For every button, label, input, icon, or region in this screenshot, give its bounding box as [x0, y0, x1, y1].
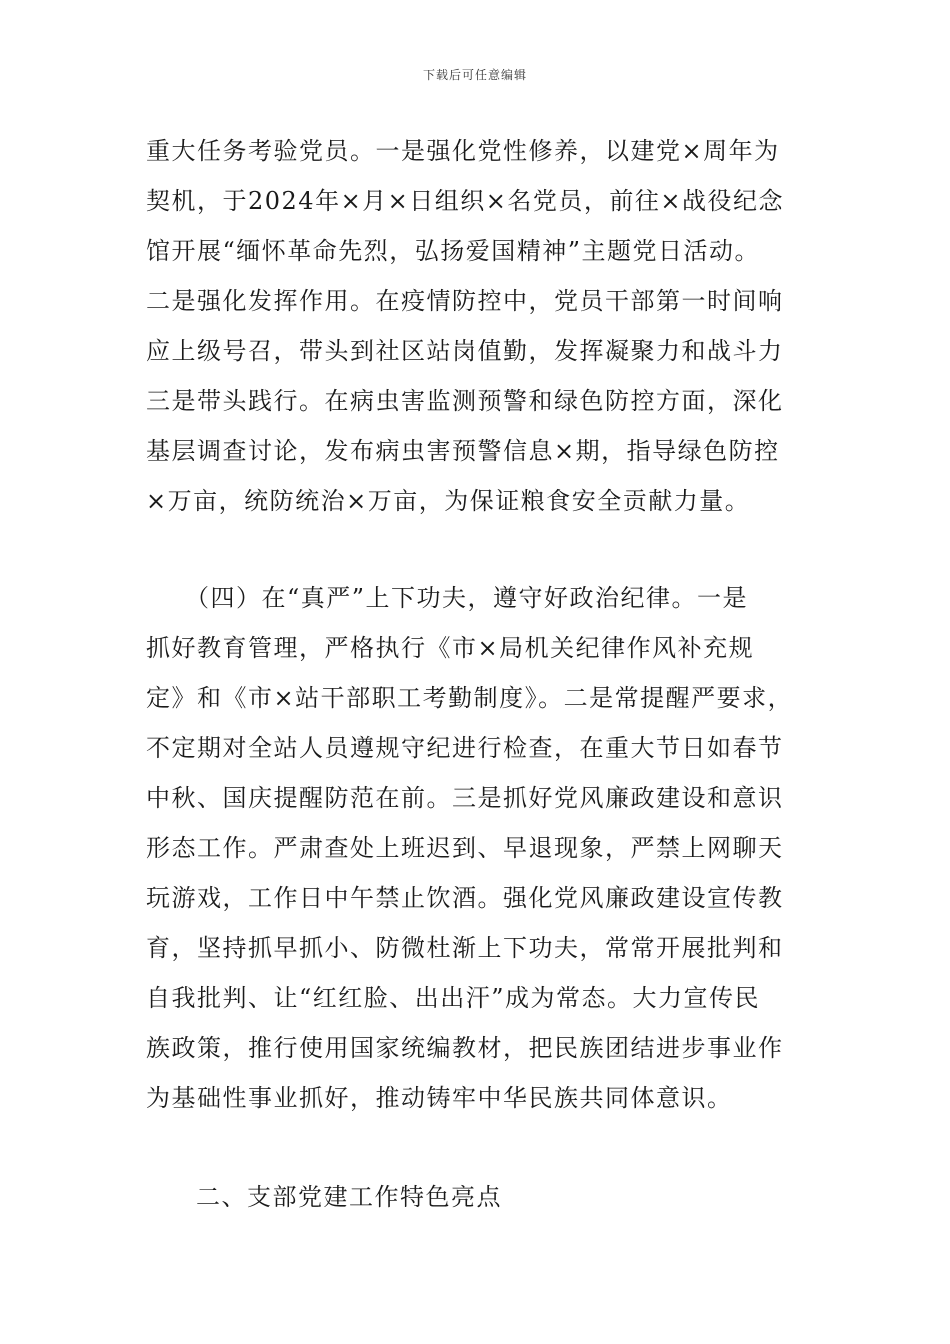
section-heading-text: 二、支部党建工作特色亮点 — [196, 1183, 502, 1211]
text-line: 形态工作。严肃查处上班迟到、早退现象，严禁上网聊天 — [146, 834, 784, 862]
text-line: 自我批判、让“红红脸、出出汗”成为常态。大力宣传民 — [146, 984, 761, 1012]
text-line: 为基础性事业抓好，推动铸牢中华民族共同体意识。 — [146, 1084, 733, 1112]
text-line: 契机，于2024年×月×日组织×名党员，前往×战役纪念 — [146, 187, 785, 215]
text-line: ×万亩，统防统治×万亩，为保证粮食安全贡献力量。 — [146, 487, 751, 515]
text-line: 定》和《市×站干部职工考勤制度》。二是常提醒严要求， — [146, 684, 794, 712]
text-line: 三是带头践行。在病虫害监测预警和绿色防控方面，深化 — [146, 387, 784, 415]
section-heading — [196, 1172, 886, 1222]
text-line: （四）在“真严”上下功夫，遵守好政治纪律。一是 — [146, 584, 749, 612]
text-line: 基层调查讨论，发布病虫害预警信息×期，指导绿色防控 — [146, 437, 780, 465]
text-line: 二是强化发挥作用。在疫情防控中，党员干部第一时间响 — [146, 287, 784, 315]
paragraph-1 — [146, 126, 836, 526]
paragraph-2 — [146, 573, 836, 1123]
text-line: 应上级号召，带头到社区站岗值勤，发挥凝聚力和战斗力 — [146, 337, 784, 365]
text-line: 中秋、国庆提醒防范在前。三是抓好党风廉政建设和意识 — [146, 784, 784, 812]
text-line: 育，坚持抓早抓小、防微杜渐上下功夫，常常开展批判和 — [146, 934, 784, 962]
text-line: 馆开展“缅怀革命先烈，弘扬爱国精神”主题党日活动。 — [146, 237, 761, 265]
text-line: 重大任务考验党员。一是强化党性修养，以建党×周年为 — [146, 137, 780, 165]
text-line: 族政策，推行使用国家统编教材，把民族团结进步事业作 — [146, 1034, 784, 1062]
text-line: 不定期对全站人员遵规守纪进行检查，在重大节日如春节 — [146, 734, 784, 762]
text-line: 玩游戏，工作日中午禁止饮酒。强化党风廉政建设宣传教 — [146, 884, 784, 912]
page-header: 下载后可任意编辑 — [422, 68, 527, 82]
text-line: 抓好教育管理，严格执行《市×局机关纪律作风补充规 — [146, 634, 755, 662]
